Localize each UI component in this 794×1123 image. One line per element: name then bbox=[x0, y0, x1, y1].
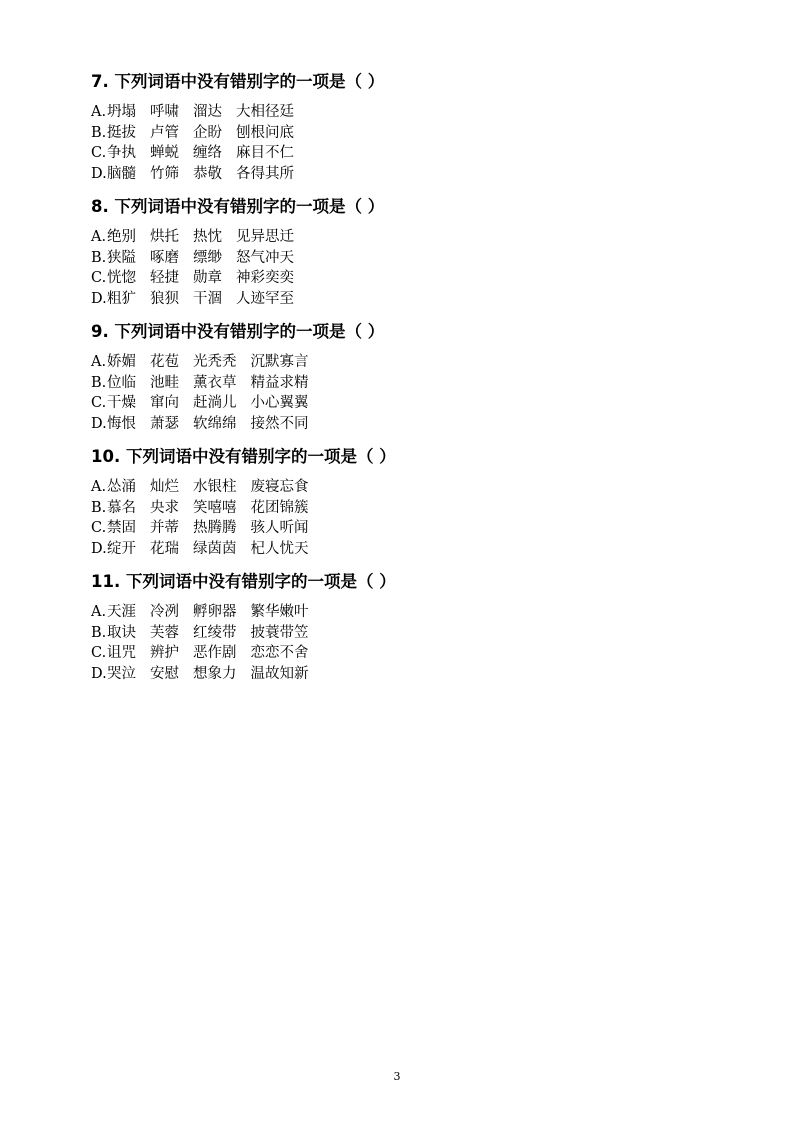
option-row bbox=[91, 268, 691, 289]
option-label: C. bbox=[91, 145, 107, 162]
question-8 bbox=[91, 196, 691, 310]
option-word: 竹筛 bbox=[150, 166, 179, 183]
option-word: 干燥 bbox=[107, 395, 136, 412]
option-word: 狭隘 bbox=[107, 249, 136, 266]
option-word: 灿烂 bbox=[150, 479, 179, 495]
option-row bbox=[91, 143, 691, 164]
option-row bbox=[91, 602, 691, 623]
option-word: 光秃秃 bbox=[193, 354, 237, 370]
option-word: 取诀 bbox=[107, 624, 136, 641]
option-row bbox=[91, 518, 691, 539]
option-label: A. bbox=[91, 604, 107, 620]
option-word: 脑髓 bbox=[107, 166, 136, 183]
option-label: B. bbox=[91, 374, 107, 391]
option-word: 刨根问底 bbox=[236, 124, 294, 141]
option-word: 绽开 bbox=[107, 541, 136, 558]
option-word: 神彩奕奕 bbox=[236, 270, 294, 287]
option-label: A. bbox=[91, 104, 107, 120]
option-word: 软绵绵 bbox=[193, 416, 237, 433]
option-word: 缥缈 bbox=[193, 249, 222, 266]
option-word: 企盼 bbox=[193, 124, 222, 141]
option-word: 沉默寡言 bbox=[250, 354, 309, 370]
option-word: 花苞 bbox=[150, 354, 179, 370]
option-word: 天涯 bbox=[107, 604, 136, 620]
option-row bbox=[91, 248, 691, 269]
option-word: 恍惚 bbox=[107, 270, 136, 287]
option-word: 芙蓉 bbox=[150, 624, 179, 641]
option-word: 精益求精 bbox=[250, 374, 309, 391]
option-word: 红绫带 bbox=[193, 624, 237, 641]
option-word: 挺拔 bbox=[107, 124, 136, 141]
option-word: 狼狈 bbox=[150, 291, 179, 308]
option-label: B. bbox=[91, 499, 107, 516]
options-list bbox=[91, 227, 691, 310]
option-word: 恶作剧 bbox=[193, 645, 237, 662]
option-label: A. bbox=[91, 229, 107, 245]
option-word: 溜达 bbox=[193, 104, 222, 120]
option-word: 孵卵器 bbox=[193, 604, 237, 620]
option-word: 慕名 bbox=[107, 499, 136, 516]
option-word: 诅咒 bbox=[107, 645, 136, 662]
option-row bbox=[91, 227, 691, 248]
option-word: 安慰 bbox=[150, 666, 179, 683]
option-label: D. bbox=[91, 291, 107, 308]
option-word: 笑嘻嘻 bbox=[193, 499, 237, 516]
option-row bbox=[91, 373, 691, 394]
option-row bbox=[91, 164, 691, 185]
option-row bbox=[91, 289, 691, 310]
option-word: 勋章 bbox=[193, 270, 222, 287]
option-word: 想象力 bbox=[193, 666, 237, 683]
option-row bbox=[91, 664, 691, 685]
option-row bbox=[91, 393, 691, 414]
option-word: 恭敬 bbox=[193, 166, 222, 183]
option-row bbox=[91, 414, 691, 435]
option-word: 赶淌儿 bbox=[193, 395, 237, 412]
option-word: 悔恨 bbox=[107, 416, 136, 433]
question-title: 7. 下列词语中没有错别字的一项是（ ） bbox=[91, 72, 385, 91]
option-word: 池畦 bbox=[150, 374, 179, 391]
option-word: 各得其所 bbox=[236, 166, 294, 183]
option-word: 蝉蜕 bbox=[150, 145, 179, 162]
option-word: 冷冽 bbox=[150, 604, 179, 620]
option-label: C. bbox=[91, 645, 107, 662]
question-9 bbox=[91, 321, 691, 435]
question-title: 11. 下列词语中没有错别字的一项是（ ） bbox=[91, 572, 396, 591]
option-word: 辨护 bbox=[150, 645, 179, 662]
option-word: 麻目不仁 bbox=[236, 145, 294, 162]
option-word: 轻捷 bbox=[150, 270, 179, 287]
option-word: 烘托 bbox=[150, 229, 179, 245]
option-word: 小心翼翼 bbox=[250, 395, 309, 412]
option-word: 位临 bbox=[107, 374, 136, 391]
options-list bbox=[91, 102, 691, 185]
option-label: A. bbox=[91, 479, 107, 495]
option-word: 薰衣草 bbox=[193, 374, 237, 391]
option-label: D. bbox=[91, 541, 107, 558]
option-word: 热腾腾 bbox=[193, 520, 237, 537]
option-label: C. bbox=[91, 270, 107, 287]
question-title: 9. 下列词语中没有错别字的一项是（ ） bbox=[91, 322, 385, 341]
option-label: B. bbox=[91, 624, 107, 641]
option-word: 窜向 bbox=[150, 395, 179, 412]
options-list bbox=[91, 477, 691, 560]
option-row bbox=[91, 643, 691, 664]
option-row bbox=[91, 539, 691, 560]
option-word: 水银柱 bbox=[193, 479, 237, 495]
option-word: 怂涌 bbox=[107, 479, 136, 495]
option-word: 啄磨 bbox=[150, 249, 179, 266]
option-word: 央求 bbox=[150, 499, 179, 516]
option-word: 披蓑带笠 bbox=[250, 624, 309, 641]
question-title: 10. 下列词语中没有错别字的一项是（ ） bbox=[91, 447, 396, 466]
option-row bbox=[91, 498, 691, 519]
option-word: 粗犷 bbox=[107, 291, 136, 308]
option-word: 见异思迁 bbox=[236, 229, 294, 245]
option-word: 坍塌 bbox=[107, 104, 136, 120]
option-label: D. bbox=[91, 416, 107, 433]
option-label: A. bbox=[91, 354, 107, 370]
page-number: 3 bbox=[393, 1070, 401, 1083]
question-title: 8. 下列词语中没有错别字的一项是（ ） bbox=[91, 197, 385, 216]
option-word: 呼啸 bbox=[150, 104, 179, 120]
option-word: 争执 bbox=[107, 145, 136, 162]
option-word: 干涸 bbox=[193, 291, 222, 308]
option-row bbox=[91, 352, 691, 373]
option-word: 花团锦簇 bbox=[250, 499, 309, 516]
option-word: 萧瑟 bbox=[150, 416, 179, 433]
option-word: 废寝忘食 bbox=[250, 479, 309, 495]
option-word: 绿茵茵 bbox=[193, 541, 237, 558]
option-word: 接然不同 bbox=[250, 416, 309, 433]
option-word: 繁华嫩叶 bbox=[250, 604, 309, 620]
option-row bbox=[91, 123, 691, 144]
option-word: 娇媚 bbox=[107, 354, 136, 370]
question-11 bbox=[91, 571, 691, 685]
option-word: 温故知新 bbox=[250, 666, 309, 683]
option-label: C. bbox=[91, 395, 107, 412]
option-label: D. bbox=[91, 166, 107, 183]
question-7 bbox=[91, 71, 691, 185]
option-word: 怒气冲天 bbox=[236, 249, 294, 266]
option-word: 禁固 bbox=[107, 520, 136, 537]
option-label: D. bbox=[91, 666, 107, 683]
option-word: 绝别 bbox=[107, 229, 136, 245]
option-word: 缠络 bbox=[193, 145, 222, 162]
options-list bbox=[91, 352, 691, 435]
option-word: 恋恋不舍 bbox=[250, 645, 309, 662]
option-word: 骇人听闻 bbox=[250, 520, 309, 537]
option-label: B. bbox=[91, 249, 107, 266]
question-10 bbox=[91, 446, 691, 560]
option-word: 热忱 bbox=[193, 229, 222, 245]
options-list bbox=[91, 602, 691, 685]
option-word: 花瑞 bbox=[150, 541, 179, 558]
option-word: 并蒂 bbox=[150, 520, 179, 537]
option-word: 哭泣 bbox=[107, 666, 136, 683]
option-word: 大相径廷 bbox=[236, 104, 294, 120]
option-row bbox=[91, 477, 691, 498]
option-label: C. bbox=[91, 520, 107, 537]
option-word: 杞人忧天 bbox=[250, 541, 309, 558]
option-row bbox=[91, 102, 691, 123]
option-label: B. bbox=[91, 124, 107, 141]
option-word: 人迹罕至 bbox=[236, 291, 294, 308]
option-word: 卢管 bbox=[150, 124, 179, 141]
option-row bbox=[91, 623, 691, 644]
